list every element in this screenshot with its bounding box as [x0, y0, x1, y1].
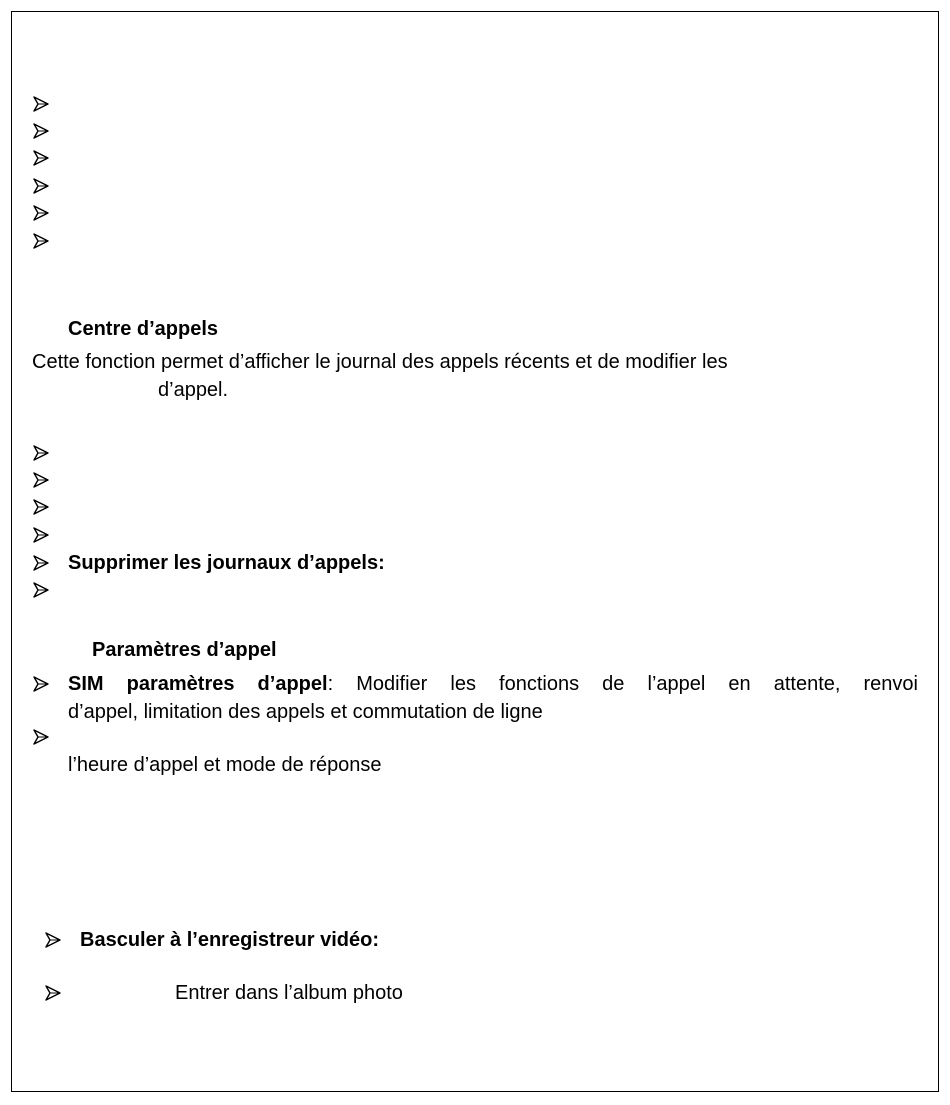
arrowhead-bullet-icon: [32, 232, 50, 250]
centre-description-line1: Cette fonction permet d’afficher le journal des appels récents et de modifier les: [32, 351, 728, 373]
arrowhead-bullet-icon: [32, 675, 50, 693]
arrowhead-bullet-icon: [32, 728, 50, 746]
section-heading-params: Paramètres d’appel: [92, 639, 277, 661]
arrowhead-bullet-icon: [32, 95, 50, 113]
arrowhead-bullet-icon: [32, 122, 50, 140]
call-time-line: l’heure d’appel et mode de réponse: [68, 754, 382, 776]
section-heading-centre: Centre d’appels: [68, 318, 219, 340]
sim-params-label: SIM paramètres d’appel: [68, 673, 328, 695]
arrowhead-bullet-icon: [32, 177, 50, 195]
arrowhead-bullet-icon: [32, 581, 50, 599]
arrowhead-bullet-icon: [32, 204, 50, 222]
arrowhead-bullet-icon: [44, 984, 62, 1002]
list-item-delete-logs: Supprimer les journaux d’appels:: [68, 552, 385, 574]
arrowhead-bullet-icon: [32, 444, 50, 462]
arrowhead-bullet-icon: [32, 471, 50, 489]
arrowhead-bullet-icon: [32, 498, 50, 516]
sim-params-text: : Modifier les fonctions de l’appel en attente, renvoi: [327, 673, 918, 695]
arrowhead-bullet-icon: [32, 526, 50, 544]
list-item-photo-album: Entrer dans l’album photo: [175, 982, 403, 1004]
arrowhead-bullet-icon: [44, 931, 62, 949]
centre-description-line2: d’appel.: [158, 379, 229, 401]
sim-params-line1: [68, 672, 918, 696]
arrowhead-bullet-icon: [32, 554, 50, 572]
list-item-video-recorder: Basculer à l’enregistreur vidéo:: [80, 929, 380, 951]
sim-params-line2: d’appel, limitation des appels et commutation de ligne: [68, 701, 543, 723]
arrowhead-bullet-icon: [32, 149, 50, 167]
